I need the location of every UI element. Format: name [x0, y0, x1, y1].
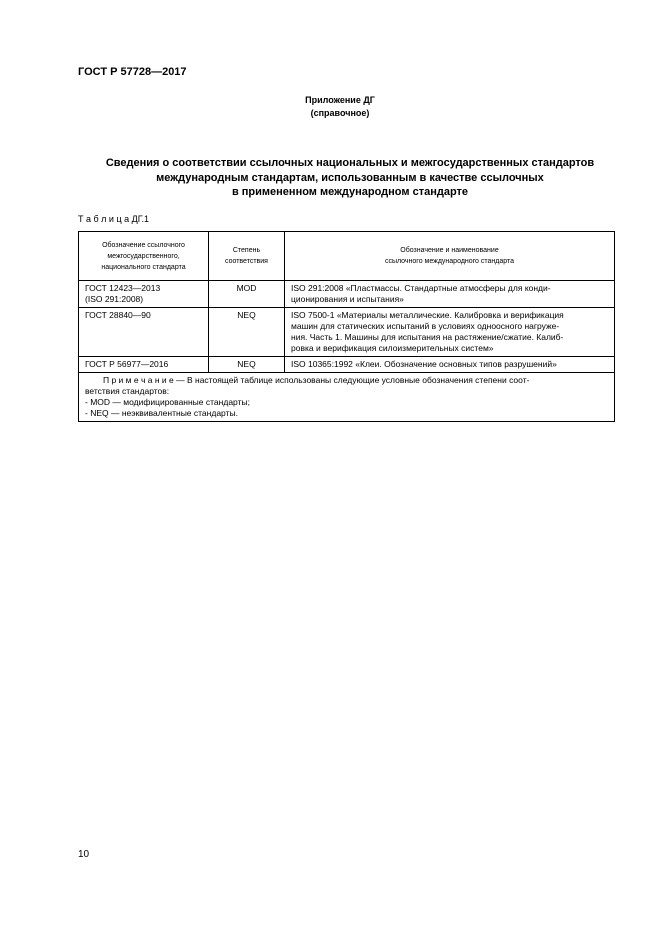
cell-standard: [79, 308, 209, 357]
header-standard-designation: [79, 232, 209, 281]
table-note-row: [79, 373, 615, 422]
header-text: Обозначение ссылочного: [102, 241, 185, 249]
annex-type: (справочное): [310, 108, 370, 118]
section-title-line-2: международным стандартам, использованным в качестве ссылочных: [156, 172, 544, 184]
cell-text: (ISO 291:2008): [85, 294, 144, 304]
note-line: ветствия стандартов:: [85, 386, 170, 396]
cell-text: ГОСТ 12423—2013: [85, 283, 161, 293]
standards-correspondence-table: [78, 231, 615, 422]
cell-standard: [79, 357, 209, 373]
header-text: национального стандарта: [101, 263, 186, 271]
table-row: [79, 281, 615, 308]
cell-text: ISO 10365:1992 «Клеи. Обозначение основных типов разрушений»: [291, 359, 557, 369]
header-text: ссылочного международного стандарта: [384, 258, 515, 265]
cell-degree: NEQ: [209, 357, 285, 373]
cell-degree: MOD: [209, 281, 285, 308]
cell-international-standard: [285, 308, 615, 357]
note-line: - MOD — модифицированные стандарты;: [85, 397, 250, 407]
cell-text: ционирования и испытания»: [291, 294, 404, 304]
cell-text: ISO 291:2008 «Пластмассы. Стандартные атмосферы для конди-: [291, 283, 551, 293]
table-row: [79, 357, 615, 373]
annex-title: Приложение ДГ: [305, 95, 375, 105]
note-line: [85, 375, 608, 386]
document-code: ГОСТ Р 57728—2017: [78, 66, 187, 78]
section-title-line-3: в примененном международном стандарте: [231, 186, 469, 198]
cell-text: ГОСТ Р 56977—2016: [85, 359, 169, 369]
cell-standard: [79, 281, 209, 308]
cell-text: ГОСТ 28840—90: [85, 310, 151, 320]
page-number: 10: [78, 849, 90, 860]
header-text: Обозначение и наименование: [400, 247, 499, 254]
cell-text: машин для статических испытаний в условиях одноосного нагруже-: [291, 321, 560, 331]
header-international-standard: [285, 232, 615, 281]
cell-text: ния. Часть 1. Машины для испытания на растяжение/сжатие. Калиб-: [291, 332, 564, 342]
header-degree-of-correspondence: [209, 232, 285, 281]
cell-international-standard: [285, 357, 615, 373]
table-row: [79, 308, 615, 357]
cell-text: ISO 7500-1 «Материалы металлические. Калибровка и верификация: [291, 310, 564, 320]
note-label: П р и м е ч а н и е: [103, 375, 174, 385]
header-text: межгосударственного,: [107, 252, 180, 260]
header-text: Степень: [232, 247, 261, 254]
table-note: [79, 373, 615, 422]
cell-degree: NEQ: [209, 308, 285, 357]
table-header-row: [79, 232, 615, 281]
note-text: — В настоящей таблице использованы следующие условные обозначения степени соот-: [173, 375, 530, 385]
header-text: соответствия: [225, 258, 268, 265]
section-title-line-1: Сведения о соответствии ссылочных национальных и межгосударственных стандартов: [105, 157, 595, 169]
cell-text: ровка и верификация силоизмерительных систем»: [291, 343, 494, 353]
cell-international-standard: [285, 281, 615, 308]
note-line: - NEQ — неэквивалентные стандарты.: [85, 408, 238, 418]
table-caption: Т а б л и ц а ДГ.1: [78, 214, 149, 224]
